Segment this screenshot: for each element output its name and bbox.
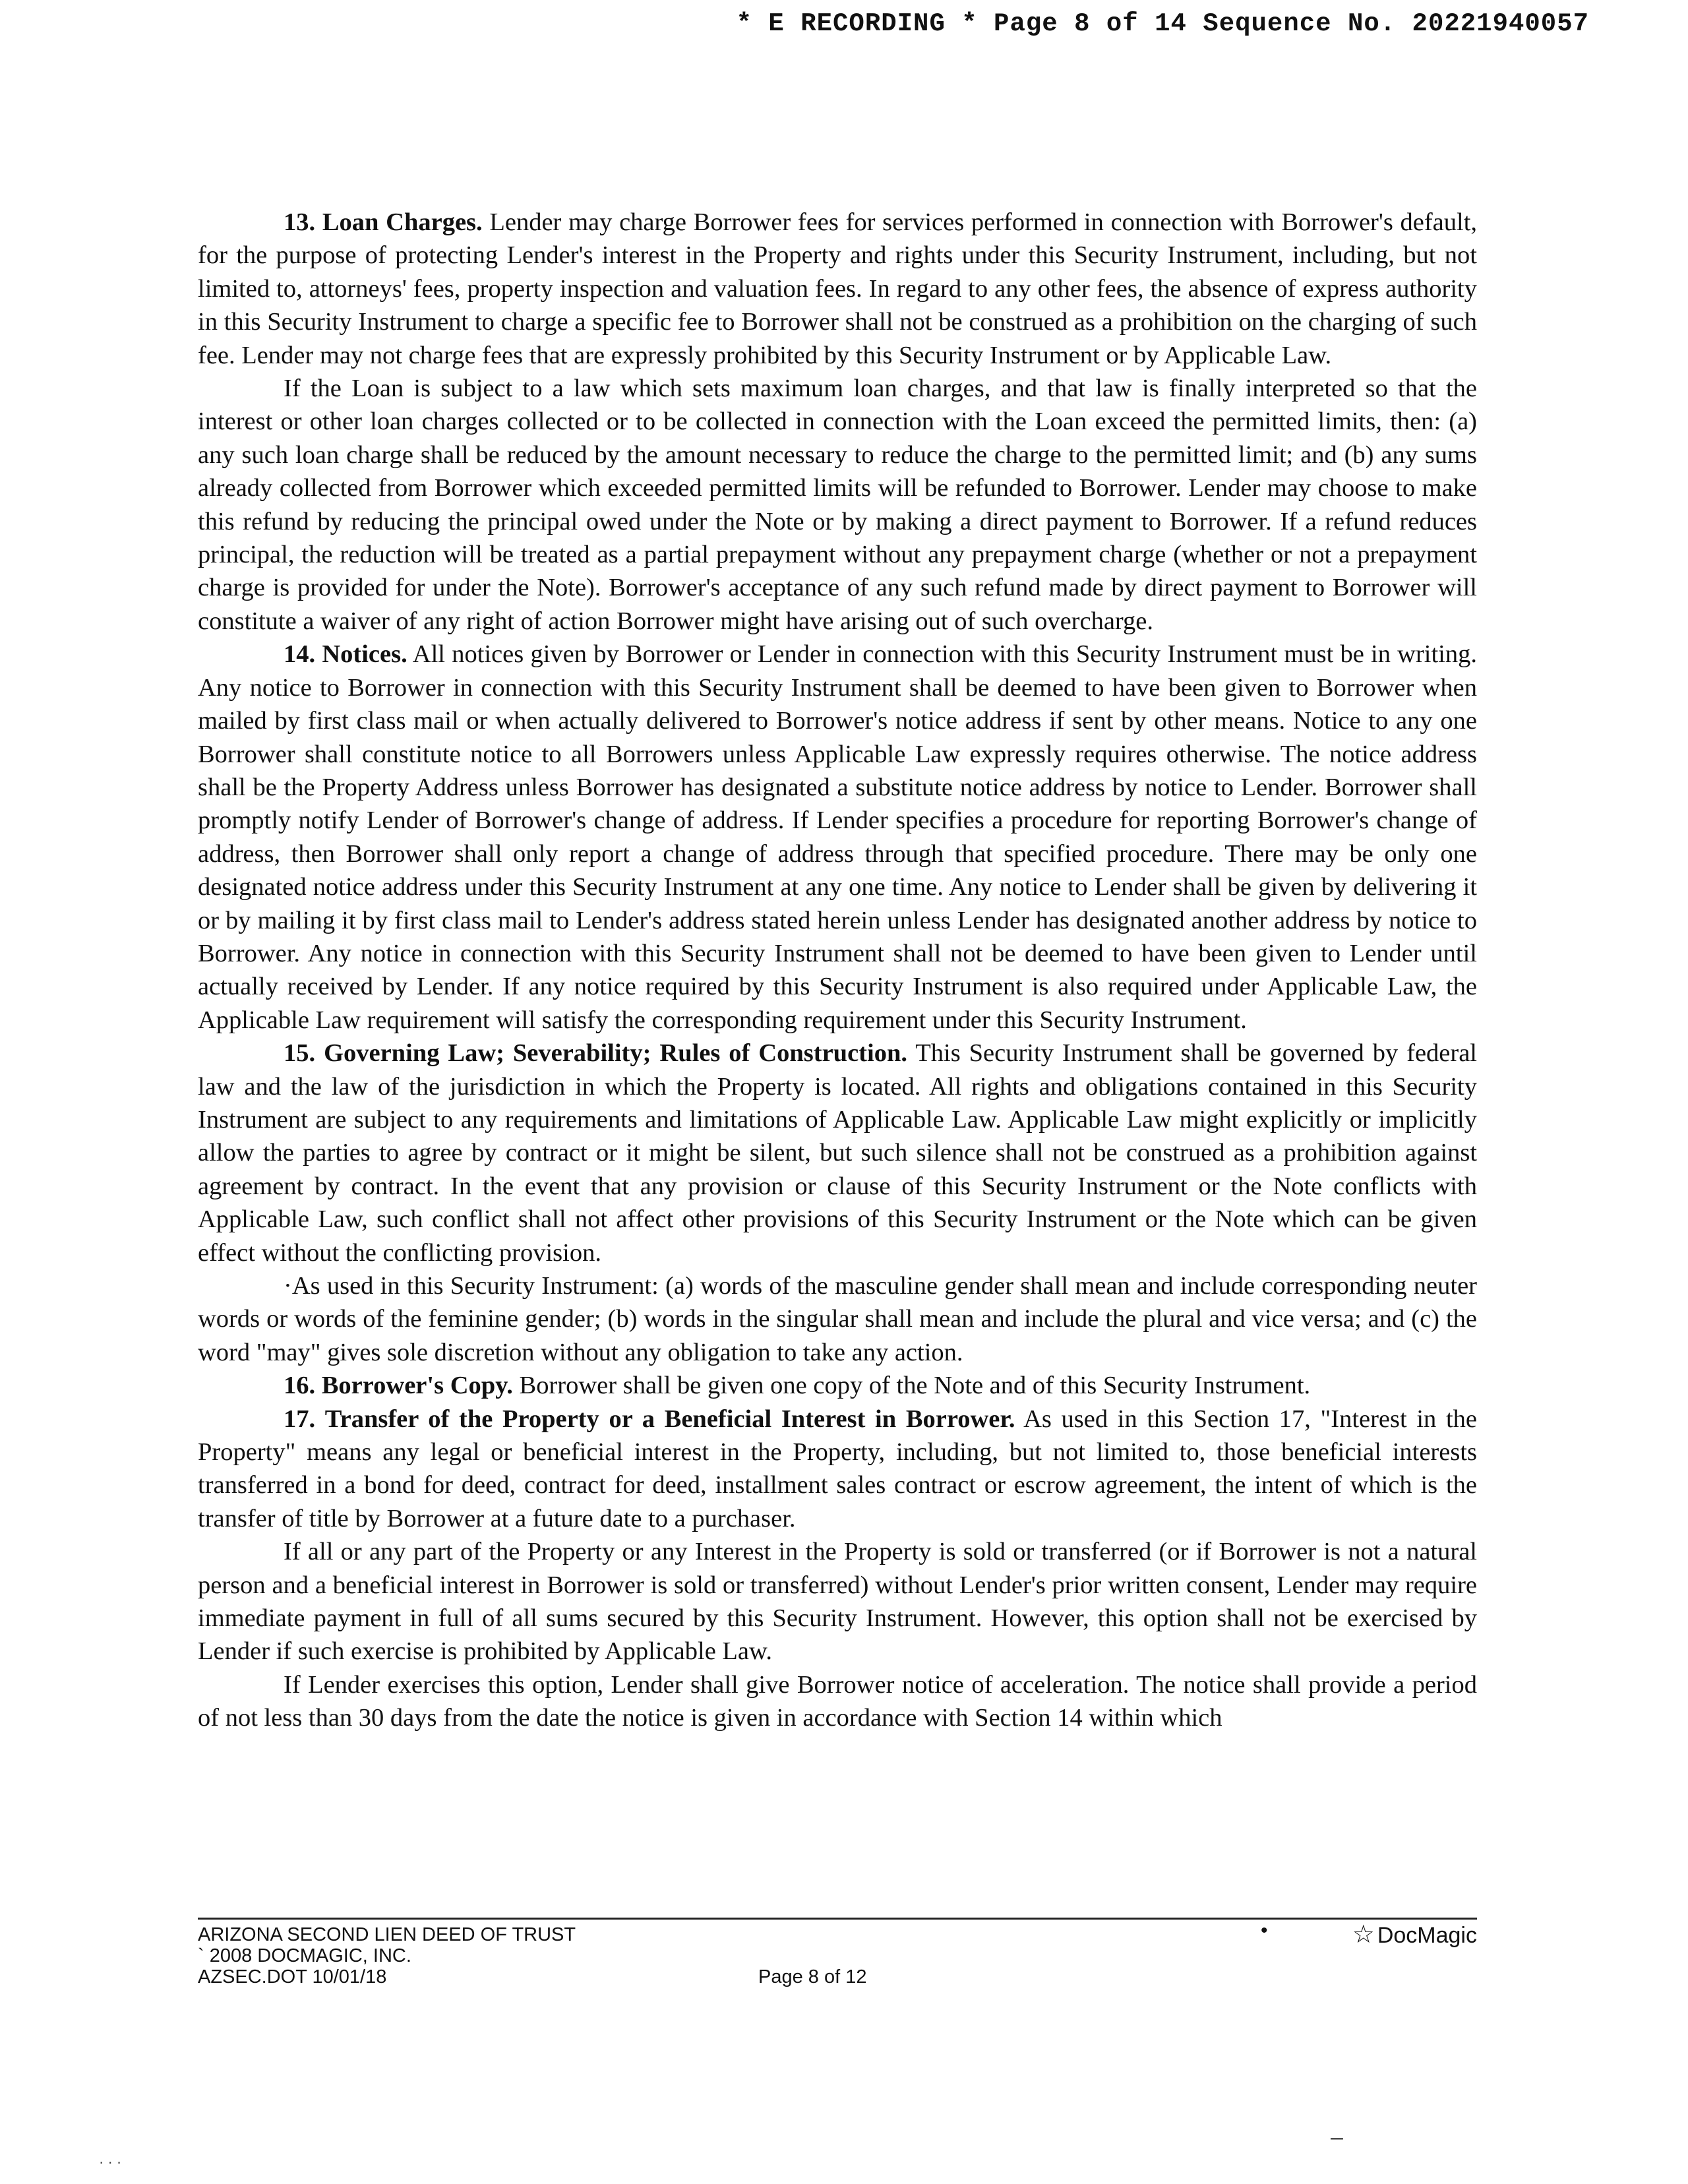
- section-17-number: 17.: [284, 1405, 316, 1433]
- footer-form-title: ARIZONA SECOND LIEN DEED OF TRUST: [198, 1924, 576, 1945]
- section-13-title: Loan Charges.: [322, 208, 483, 236]
- footer-form-info: [198, 1924, 576, 1987]
- brand-name: DocMagic: [1377, 1923, 1477, 1948]
- section-16: [198, 1369, 1477, 1402]
- section-13: [198, 206, 1477, 372]
- section-15-paragraph-2: ·As used in this Security Instrument: (a) words of the masculine gender shall mean and include corresponding neuter words or words of the feminine gender; (b) words in the singular shall mean and include the plural and vice versa; and (c) the word "may" gives sole discretion without any obligation to take any action.: [198, 1272, 1477, 1366]
- document-body: [198, 206, 1477, 1735]
- docmagic-logo: [1352, 1921, 1477, 1949]
- section-17-paragraph-3: If Lender exercises this option, Lender shall give Borrower notice of acceleration. The notice shall provide a period of not less than 30 days from the date the notice is given in accordance with Section 14 within which: [198, 1670, 1477, 1732]
- section-16-number: 16.: [284, 1372, 316, 1400]
- section-13-text: Lender may charge Borrower fees for services performed in connection with Borrower's default, for the purpose of protecting Lender's interest in the Property and rights under this Security Instrument, including, but not limited to, attorneys' fees, property inspection and valuation fees. In regard to any other fees, the absence of express authority in this Security Instrument to charge a specific fee to Borrower shall not be construed as a prohibition on the charging of such fee. Lender may not charge fees that are expressly prohibited by this Security Instrument or by Applicable Law.: [198, 208, 1478, 369]
- section-16-text: Borrower shall be given one copy of the Note and of this Security Instrument.: [519, 1372, 1311, 1400]
- section-13-number: 13.: [284, 208, 316, 236]
- section-14: [198, 638, 1477, 1037]
- section-14-text: All notices given by Borrower or Lender in connection with this Security Instrument must be in writing. Any notice to Borrower in connection with this Security Instrument shall be deemed to have been given to Borrower when mailed by first class mail or when actually delivered to Borrower's notice address if sent by other means. Notice to any one Borrower shall constitute notice to all Borrowers unless Applicable Law expressly requires otherwise. The notice address shall be the Property Address unless Borrower has designated a substitute notice address by notice to Lender. Borrower shall promptly notify Lender of Borrower's change of address. If Lender specifies a procedure for reporting Borrower's change of address, then Borrower shall only report a change of address through that specified procedure. There may be only one designated notice address under this Security Instrument at any one time. Any notice to Lender shall be given by delivering it or by mailing it by first class mail to Lender's address stated herein unless Lender has designated another address by notice to Borrower. Any notice in connection with this Security Instrument shall not be deemed to have been given to Lender until actually received by Lender. If any notice required by this Security Instrument is also required under Applicable Law, the Applicable Law requirement will satisfy the corresponding requirement under this Security Instrument.: [198, 640, 1478, 1034]
- scan-dash-mark: –: [1331, 2125, 1343, 2150]
- section-17-text: As used in this Section 17, "Interest in the Property" means any legal or beneficial interest in the Property, including, but not limited to, those beneficial interests transferred in a bond for deed, contract for deed, installment sales contract or escrow agreement, the intent of which is the transfer of title by Borrower at a future date to a purchaser.: [198, 1405, 1477, 1532]
- section-15-title: Governing Law; Severability; Rules of Construction.: [324, 1039, 907, 1068]
- footer-page-number: Page 8 of 12: [758, 1966, 867, 1987]
- section-15-text: This Security Instrument shall be governed by federal law and the law of the jurisdiction in which the Property is located. All rights and obligations contained in this Security Instrument are subject to any requirements and limitations of Applicable Law. Applicable Law might explicitly or implicitly allow the parties to agree by contract or it might be silent, but such silence shall not be construed as a prohibition against agreement by contract. In the event that any provision or clause of this Security Instrument or the Note conflicts with Applicable Law, such conflict shall not affect other provisions of this Security Instrument or the Note which can be given effect without the conflicting provision.: [198, 1039, 1477, 1267]
- section-17-paragraph-2: If all or any part of the Property or any Interest in the Property is sold or transferred (or if Borrower is not a natural person and a beneficial interest in Borrower is sold or transferred) without Lender's prior written consent, Lender may require immediate payment in full of all sums secured by this Security Instrument. However, this option shall not be exercised by Lender if such exercise is prohibited by Applicable Law.: [198, 1538, 1477, 1666]
- star-icon: ☆: [1352, 1921, 1375, 1949]
- scan-dot-marks: · · ·: [99, 2154, 122, 2170]
- section-17: [198, 1403, 1477, 1536]
- section-13-paragraph-2: If the Loan is subject to a law which sets maximum loan charges, and that law is finally interpreted so that the interest or other loan charges collected or to be collected in connection with the Loan exceed the permitted limits, then: (a) any such loan charge shall be reduced by the amount necessary to reduce the charge to the permitted limit; and (b) any sums already collected from Borrower which exceeded permitted limits will be refunded to Borrower. Lender may choose to make this refund by reducing the principal owed under the Note or by making a direct payment to Borrower. If a refund reduces principal, the reduction will be treated as a partial prepayment without any prepayment charge (whether or not a prepayment charge is provided for under the Note). Borrower's acceptance of any such refund made by direct payment to Borrower will constitute a waiver of any right of action Borrower might have arising out of such overcharge.: [198, 375, 1477, 635]
- footer-bullet: •: [1261, 1920, 1268, 1941]
- footer-form-code: AZSEC.DOT 10/01/18: [198, 1966, 387, 1987]
- footer-copyright: ` 2008 DOCMAGIC, INC.: [198, 1945, 411, 1966]
- section-14-number: 14.: [284, 640, 316, 669]
- section-15-number: 15.: [284, 1039, 316, 1068]
- recording-header: * E RECORDING * Page 8 of 14 Sequence No. 20221940057: [736, 9, 1589, 38]
- section-16-title: Borrower's Copy.: [321, 1372, 513, 1400]
- section-17-title: Transfer of the Property or a Beneficial Interest in Borrower.: [324, 1405, 1015, 1433]
- section-14-title: Notices.: [322, 640, 407, 669]
- section-15: [198, 1037, 1477, 1269]
- footer-divider: [198, 1918, 1477, 1920]
